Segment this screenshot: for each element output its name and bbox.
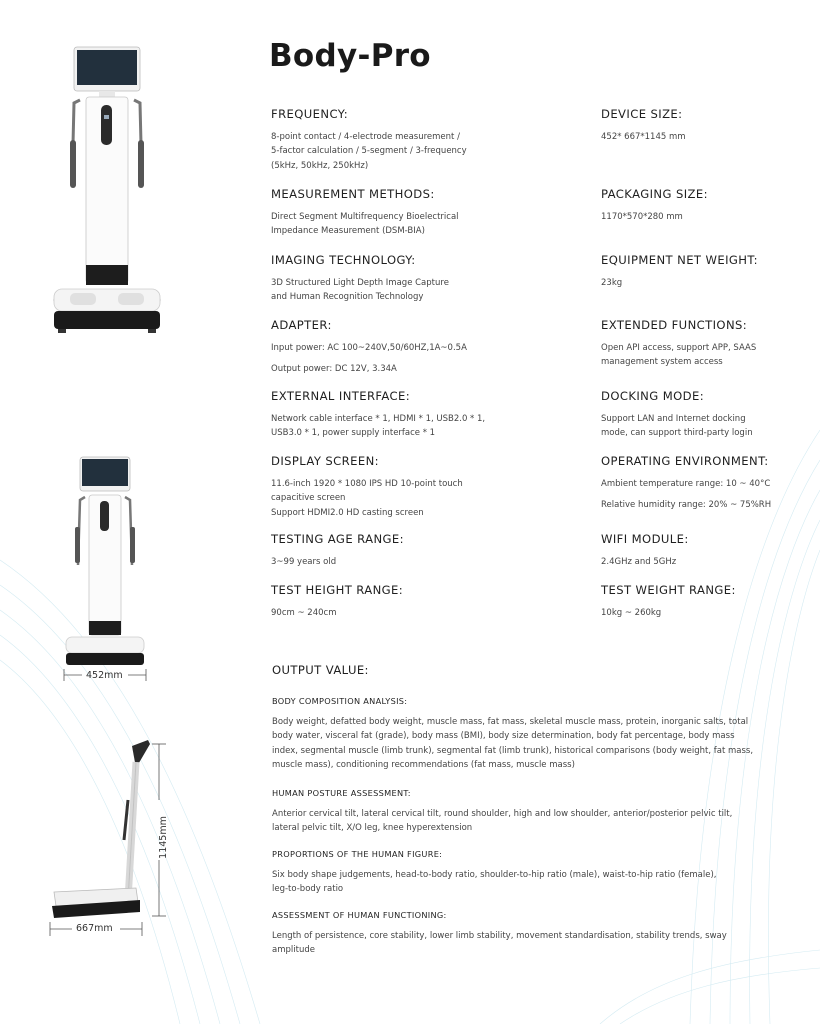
page-title: Body-Pro: [269, 38, 431, 74]
output-line: leg-to-body ratio: [272, 884, 344, 895]
dimension-depth-label: 667mm: [76, 923, 113, 934]
spec-line: 5-factor calculation / 5-segment / 3-frequency: [271, 146, 467, 157]
spec-line: Direct Segment Multifrequency Bioelectrical: [271, 212, 459, 222]
spec-heading: DOCKING MODE:: [601, 389, 704, 403]
spec-heading: PACKAGING SIZE:: [601, 187, 708, 201]
output-line: amplitude: [272, 945, 315, 956]
output-section-heading: ASSESSMENT OF HUMAN FUNCTIONING:: [272, 910, 447, 920]
spec-docking-mode: [601, 389, 753, 441]
spec-line: 10kg ~ 260kg: [601, 608, 662, 618]
spec-heading: WIFI MODULE:: [601, 532, 689, 546]
spec-line: Support HDMI2.0 HD casting screen: [271, 507, 424, 518]
spec-line: Open API access, support APP, SAAS: [601, 343, 757, 353]
output-line: index, segmental muscle (limb trunk), segmental fat (limb trunk), historical comparisons (body weight, fat mass,: [272, 745, 754, 756]
spec-frequency: [271, 107, 467, 173]
dimension-width-label: 452mm: [86, 670, 123, 681]
spec-heading: TEST HEIGHT RANGE:: [271, 583, 404, 597]
spec-line: Impedance Measurement (DSM-BIA): [271, 226, 425, 237]
spec-line: Support LAN and Internet docking: [601, 414, 746, 424]
output-section-body: [272, 868, 717, 897]
spec-heading: ADAPTER:: [271, 318, 332, 332]
spec-test-height-range: [271, 583, 403, 620]
spec-heading: OPERATING ENVIRONMENT:: [601, 454, 769, 468]
spec-packaging-size: [601, 187, 708, 224]
spec-line: Ambient temperature range: 10 ~ 40°C: [601, 479, 771, 489]
output-line: Length of persistence, core stability, lower limb stability, movement standardisation, stability trends, sway: [272, 931, 727, 941]
spec-equipment-net-weight: [601, 253, 758, 290]
output-section-heading: BODY COMPOSITION ANALYSIS:: [272, 696, 408, 706]
dimension-height-label: 1145mm: [157, 816, 169, 859]
spec-line: mode, can support third-party login: [601, 428, 753, 439]
spec-line: and Human Recognition Technology: [271, 292, 424, 303]
spec-operating-environment: [601, 454, 771, 513]
spec-heading: FREQUENCY:: [271, 107, 348, 121]
spec-heading: EXTENDED FUNCTIONS:: [601, 318, 748, 332]
output-section-heading: HUMAN POSTURE ASSESSMENT:: [272, 788, 411, 798]
spec-adapter: [271, 318, 467, 377]
device-front-image-dimension: [60, 455, 150, 685]
spec-display-screen: [271, 454, 463, 520]
spec-line: 90cm ~ 240cm: [271, 608, 337, 618]
spec-external-interface: [271, 389, 485, 441]
output-section-body: [272, 715, 753, 772]
spec-testing-age-range: [271, 532, 404, 569]
spec-extended-functions: [601, 318, 756, 370]
output-line: Body weight, defatted body weight, muscle mass, fat mass, skeletal muscle mass, protein, inorganic salts, total: [272, 717, 749, 727]
spec-heading: IMAGING TECHNOLOGY:: [271, 253, 416, 267]
output-section-body: [272, 929, 727, 958]
spec-heading: TEST WEIGHT RANGE:: [601, 583, 736, 597]
spec-line: 23kg: [601, 278, 623, 288]
spec-heading: EQUIPMENT NET WEIGHT:: [601, 253, 758, 267]
output-line: muscle mass), conditioning recommendations (fat mass, muscle mass): [272, 759, 575, 770]
output-value-title: OUTPUT VALUE:: [272, 663, 369, 677]
spec-heading: DEVICE SIZE:: [601, 107, 683, 121]
spec-heading: EXTERNAL INTERFACE:: [271, 389, 411, 403]
spec-line: Network cable interface * 1, HDMI * 1, USB2.0 * 1,: [271, 414, 486, 424]
output-line: Six body shape judgements, head-to-body ratio, shoulder-to-hip ratio (male), waist-to-hip ratio (female),: [272, 870, 717, 880]
spec-wifi-module: [601, 532, 689, 569]
output-section-body: [272, 807, 732, 836]
device-side-image-dimension: [44, 740, 174, 940]
spec-line: Input power: AC 100~240V,50/60HZ,1A~0.5A: [271, 343, 467, 353]
output-line: Anterior cervical tilt, lateral cervical tilt, round shoulder, high and low shoulder, anterior/posterior pelvic tilt,: [272, 809, 733, 819]
spec-heading: MEASUREMENT METHODS:: [271, 187, 435, 201]
device-front-image-large: [48, 45, 168, 337]
output-line: body water, visceral fat (grade), body mass (BMI), body size determination, body fat percentage, body mass: [272, 731, 735, 742]
spec-test-weight-range: [601, 583, 736, 620]
spec-line: 2.4GHz and 5GHz: [601, 557, 677, 567]
spec-line: (5kHz, 50kHz, 250kHz): [271, 160, 369, 171]
spec-line: Relative humidity range: 20% ~ 75%RH: [601, 500, 772, 511]
spec-line: Output power: DC 12V, 3.34A: [271, 364, 397, 375]
spec-line: 8-point contact / 4-electrode measurement /: [271, 132, 460, 142]
spec-imaging-technology: [271, 253, 449, 305]
spec-measurement-methods: [271, 187, 459, 239]
spec-line: 1170*570*280 mm: [601, 212, 683, 222]
spec-line: 11.6-inch 1920 * 1080 IPS HD 10-point touch: [271, 479, 463, 489]
output-section-heading: PROPORTIONS OF THE HUMAN FIGURE:: [272, 849, 443, 859]
spec-heading: DISPLAY SCREEN:: [271, 454, 379, 468]
spec-line: capacitive screen: [271, 493, 346, 504]
spec-device-size: [601, 107, 686, 144]
output-line: lateral pelvic tilt, X/O leg, knee hyperextension: [272, 823, 473, 834]
spec-line: management system access: [601, 357, 723, 368]
spec-line: 452* 667*1145 mm: [601, 132, 686, 142]
spec-heading: TESTING AGE RANGE:: [271, 532, 404, 546]
spec-line: 3~99 years old: [271, 557, 337, 567]
spec-line: USB3.0 * 1, power supply interface * 1: [271, 428, 436, 439]
spec-line: 3D Structured Light Depth Image Capture: [271, 278, 449, 288]
